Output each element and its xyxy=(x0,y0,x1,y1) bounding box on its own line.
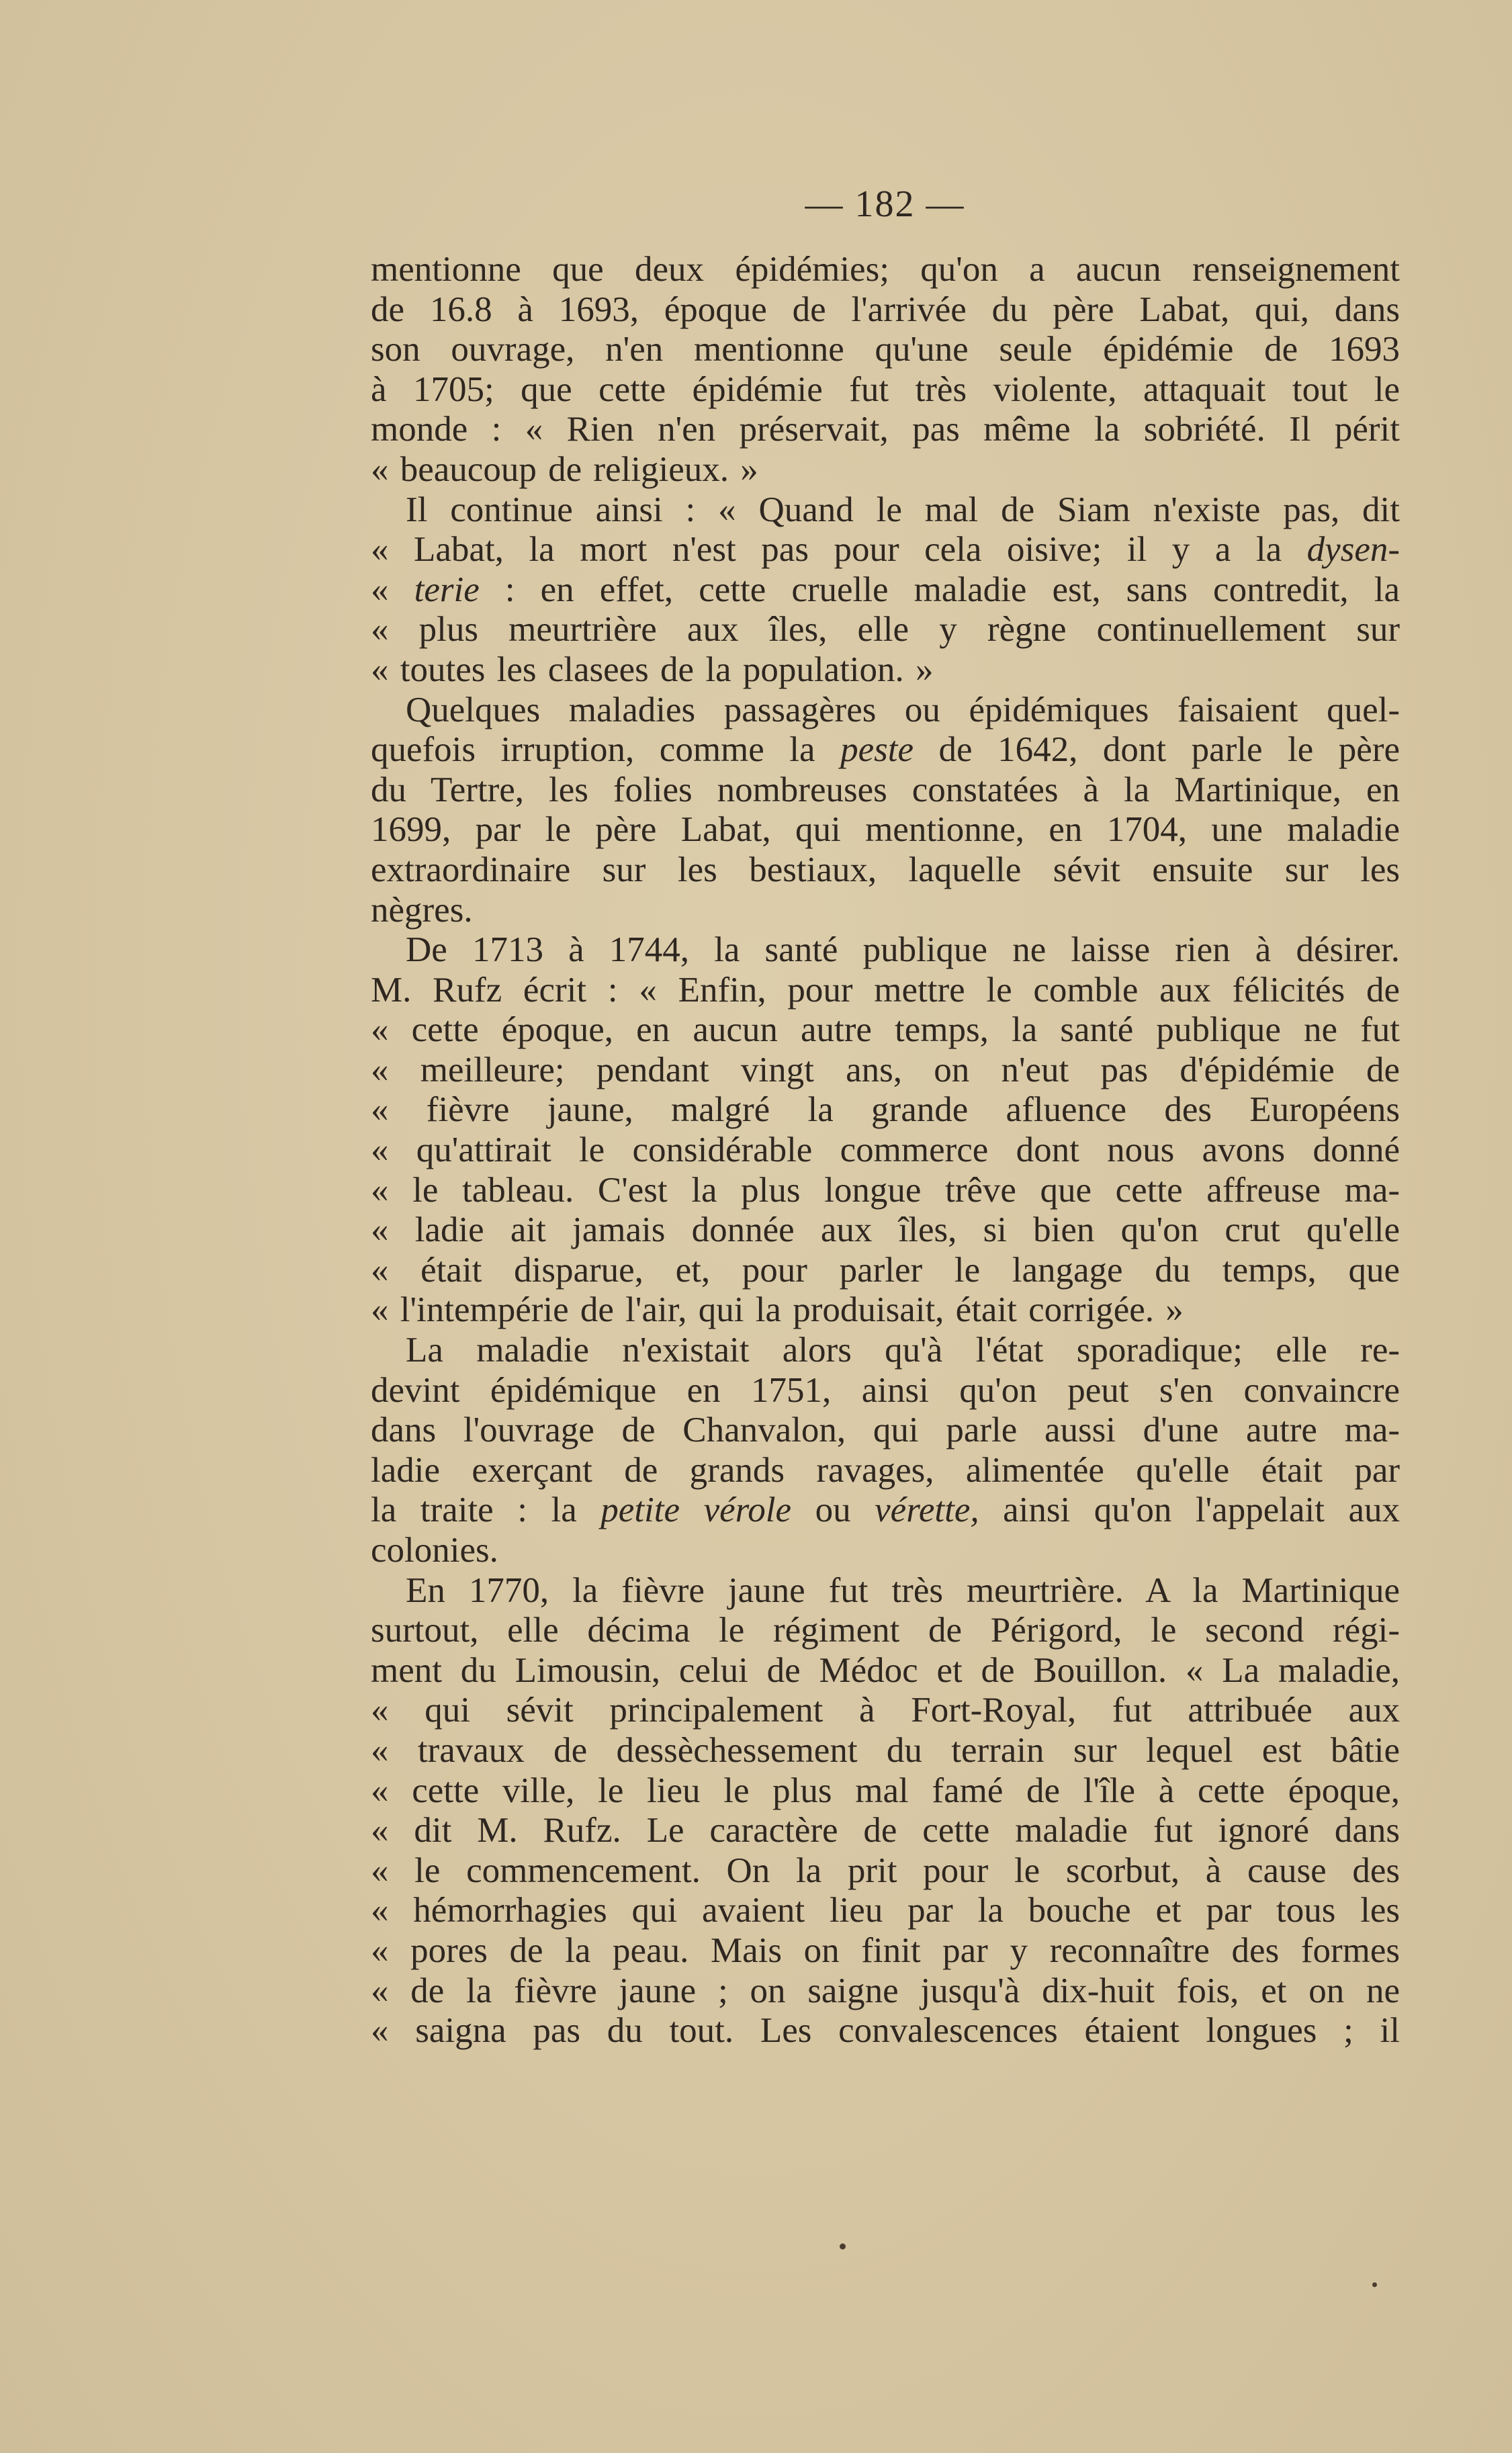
text-segment: dans l'ouvrage de Chanvalon, qui parle aussi d'une autre ma- xyxy=(371,1411,1400,1450)
italic-text: vérette, xyxy=(875,1490,979,1530)
text-line xyxy=(371,1331,1400,1371)
text-segment: : en effet, cette cruelle maladie est, sans contredit, la xyxy=(479,570,1400,609)
text-segment: « l'intempérie de l'air, qui la produisait, était corrigée. » xyxy=(371,1290,1184,1330)
text-segment: son ouvrage, n'en mentionne qu'une seule épidémie de 1693 xyxy=(371,330,1400,369)
italic-text: dysen- xyxy=(1306,530,1400,570)
text-line xyxy=(371,1171,1400,1211)
text-line xyxy=(371,1971,1400,2012)
text-line xyxy=(371,1051,1400,1091)
text-segment: « hémorrhagies qui avaient lieu par la bouche et par tous les xyxy=(371,1891,1400,1930)
text-line xyxy=(371,250,1400,290)
text-line xyxy=(371,730,1400,770)
text-segment: « xyxy=(371,570,414,609)
text-segment: La maladie n'existait alors qu'à l'état sporadique; elle re- xyxy=(406,1331,1400,1370)
text-line xyxy=(371,1371,1400,1411)
text-segment: ment du Limousin, celui de Médoc et de Bouillon. « La maladie, xyxy=(371,1650,1400,1690)
text-segment: monde : « Rien n'en préservait, pas même la sobriété. Il périt xyxy=(371,410,1400,449)
text-line xyxy=(371,930,1400,971)
text-line xyxy=(371,450,1400,490)
text-line xyxy=(371,1851,1400,1891)
text-segment: à 1705; que cette épidémie fut très violente, attaquait tout le xyxy=(371,369,1400,409)
text-line xyxy=(371,891,1400,931)
italic-text: petite vérole xyxy=(601,1490,792,1530)
text-line xyxy=(371,1811,1400,1851)
text-segment: mentionne que deux épidémies; qu'on a aucun renseignement xyxy=(371,250,1400,289)
text-segment: la traite : la xyxy=(371,1490,601,1530)
text-segment: « travaux de dessèchessement du terrain sur lequel est bâtie xyxy=(371,1730,1400,1770)
text-segment: « beaucoup de religieux. » xyxy=(371,449,758,489)
text-line xyxy=(371,1571,1400,1611)
text-line xyxy=(371,1490,1400,1531)
text-segment: « cette ville, le lieu le plus mal famé de l'île à cette époque, xyxy=(371,1771,1400,1810)
text-segment: « le tableau. C'est la plus longue trêve que cette affreuse ma- xyxy=(371,1170,1400,1210)
text-line xyxy=(371,290,1400,330)
text-line xyxy=(371,690,1400,731)
text-segment: extraordinaire sur les bestiaux, laquelle sévit ensuite sur les xyxy=(371,850,1400,889)
text-line xyxy=(371,1651,1400,1691)
text-segment: « meilleure; pendant vingt ans, on n'eut pas d'épidémie de xyxy=(371,1050,1400,1089)
text-segment: « saigna pas du tout. Les convalescences étaient longues ; il xyxy=(371,2011,1400,2051)
text-line xyxy=(371,330,1400,370)
page-number xyxy=(0,183,1512,226)
text-segment: de 16.8 à 1693, époque de l'arrivée du père Labat, qui, dans xyxy=(371,289,1400,329)
text-segment: du Tertre, les folies nombreuses constatées à la Martinique, en xyxy=(371,770,1400,809)
text-segment: « plus meurtrière aux îles, elle y règne continuellement sur xyxy=(371,610,1400,650)
text-line xyxy=(371,770,1400,811)
italic-text: peste xyxy=(840,730,914,770)
text-line xyxy=(371,650,1400,690)
text-line xyxy=(371,1531,1400,1571)
text-line xyxy=(371,410,1400,450)
text-line xyxy=(371,1010,1400,1051)
text-line xyxy=(371,810,1400,850)
text-line xyxy=(371,1691,1400,1731)
text-line xyxy=(371,1411,1400,1451)
text-line xyxy=(371,1451,1400,1491)
text-line xyxy=(371,850,1400,891)
text-segment: « dit M. Rufz. Le caractère de cette maladie fut ignoré dans xyxy=(371,1811,1400,1850)
text-segment: « fièvre jaune, malgré la grande afluence des Européens xyxy=(371,1090,1400,1130)
text-segment: « était disparue, et, pour parler le langage du temps, que xyxy=(371,1250,1400,1290)
text-segment: « le commencement. On la prit pour le scorbut, à cause des xyxy=(371,1850,1400,1890)
text-line xyxy=(371,1771,1400,1812)
text-segment: En 1770, la fièvre jaune fut très meurtrière. A la Martinique xyxy=(406,1570,1400,1610)
text-segment: « qu'attirait le considérable commerce dont nous avons donné xyxy=(371,1130,1400,1170)
text-line xyxy=(371,971,1400,1011)
text-line xyxy=(371,1290,1400,1331)
text-segment: ladie exerçant de grands ravages, alimentée qu'elle était par xyxy=(371,1450,1400,1490)
ink-speck xyxy=(840,2243,846,2249)
text-line xyxy=(371,2011,1400,2051)
text-line xyxy=(371,370,1400,410)
text-segment: De 1713 à 1744, la santé publique ne laisse rien à désirer. xyxy=(406,930,1400,970)
text-segment: devint épidémique en 1751, ainsi qu'on peut s'en convaincre xyxy=(371,1370,1400,1410)
body-text xyxy=(371,250,1400,2051)
text-line xyxy=(371,1130,1400,1171)
text-line xyxy=(371,1731,1400,1771)
text-segment: « qui sévit principalement à Fort-Royal, fut attribuée aux xyxy=(371,1691,1400,1730)
text-line xyxy=(371,1611,1400,1651)
text-segment: quefois irruption, comme la xyxy=(371,730,841,770)
text-segment: « pores de la peau. Mais on finit par y reconnaître des formes xyxy=(371,1930,1400,1970)
text-line xyxy=(371,570,1400,611)
text-line xyxy=(371,1931,1400,1971)
text-line xyxy=(371,1090,1400,1130)
text-segment: surtout, elle décima le régiment de Périgord, le second régi- xyxy=(371,1611,1400,1650)
text-segment: « toutes les clasees de la population. » xyxy=(371,650,934,689)
text-line xyxy=(371,490,1400,531)
text-segment: ou xyxy=(791,1490,875,1530)
ink-speck xyxy=(1372,2282,1377,2287)
text-segment: nègres. xyxy=(371,890,473,930)
italic-text: terie xyxy=(414,570,480,609)
text-line xyxy=(371,1891,1400,1931)
text-segment: « ladie ait jamais donnée aux îles, si bien qu'on crut qu'elle xyxy=(371,1210,1400,1250)
text-segment: 1699, par le père Labat, qui mentionne, en 1704, une maladie xyxy=(371,810,1400,850)
text-line xyxy=(371,1251,1400,1291)
text-segment: « Labat, la mort n'est pas pour cela oisive; il y a la xyxy=(371,530,1307,570)
text-segment: Quelques maladies passagères ou épidémiques faisaient quel- xyxy=(406,690,1400,729)
text-segment: M. Rufz écrit : « Enfin, pour mettre le comble aux félicités de xyxy=(371,970,1400,1010)
text-line xyxy=(371,1210,1400,1251)
text-line xyxy=(371,610,1400,650)
text-segment: colonies. xyxy=(371,1531,498,1570)
text-line xyxy=(371,530,1400,570)
text-segment: « cette époque, en aucun autre temps, la santé publique ne fut xyxy=(371,1010,1400,1050)
page-number-text: — 182 — xyxy=(805,183,965,225)
text-segment: ainsi qu'on l'appelait aux xyxy=(979,1490,1400,1530)
text-segment: « de la fièvre jaune ; on saigne jusqu'à dix-huit fois, et on ne xyxy=(371,1971,1400,2010)
text-segment: de 1642, dont parle le père xyxy=(914,730,1400,770)
text-segment: Il continue ainsi : « Quand le mal de Siam n'existe pas, dit xyxy=(406,490,1400,529)
